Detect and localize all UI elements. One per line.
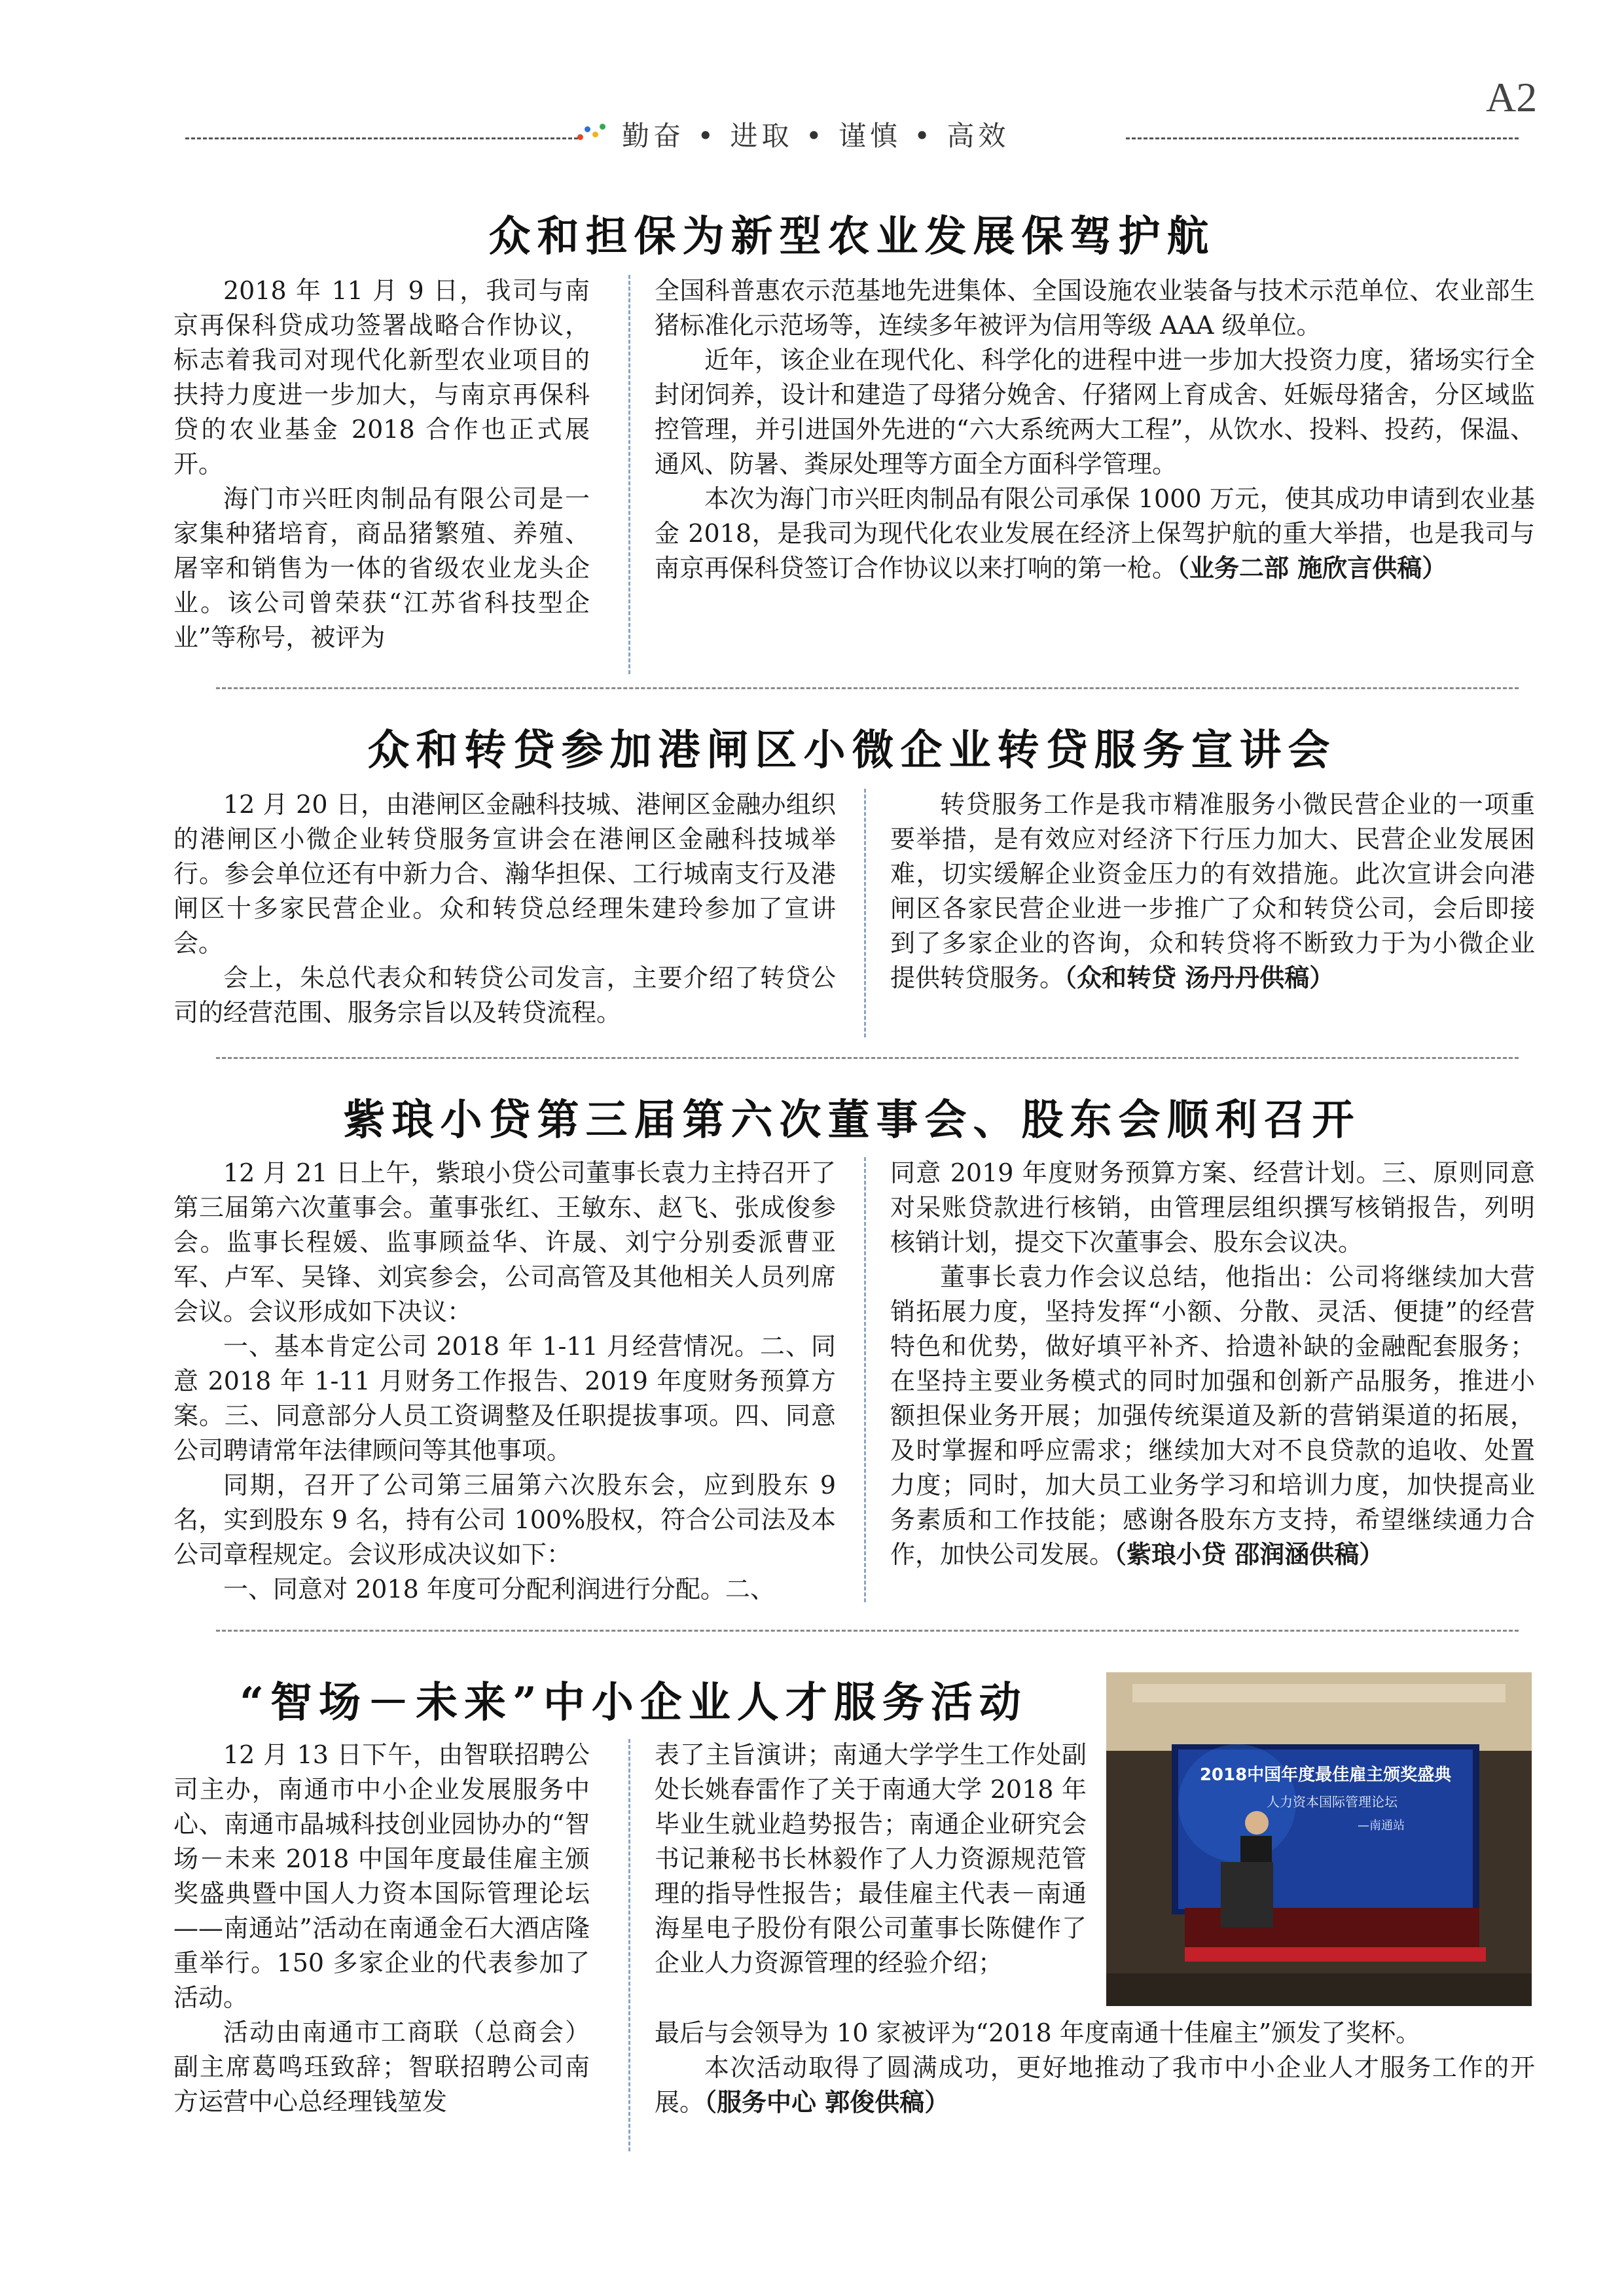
article3-title: 紫琅小贷第三届第六次董事会、股东会顺利召开 [343,1096,1361,1145]
company-logo-icon [576,121,607,147]
article3-left-column [173,1156,836,1607]
article4-title: “智场－未来”中小企业人才服务活动 [240,1678,1028,1727]
screen-line-1: 2018中国年度最佳雇主颁奖盛典 [1199,1765,1452,1785]
article1-title: 众和担保为新型农业发展保驾护航 [488,212,1216,261]
article1-source: （业务二部 施欣言供稿） [1177,554,1447,583]
header-motto: 勤奋 • 进取 • 谨慎 • 高效 [622,120,1010,152]
paragraph: 活动由南通市工商联（总商会）副主席葛鸣珏致辞；智联招聘公司南方运营中心总经理钱堃发 [173,2018,590,2116]
header-divider-right [1126,137,1519,139]
screen-line-2: 人力资本国际管理论坛 [1267,1794,1398,1810]
paragraph: 2018 年 11 月 9 日，我司与南京再保科贷成功签署战略合作协议，标志着我司对现代化新型农业项目的扶持力度进一步加大，与南京再保科贷的农业基金 2018 合作也正式展开。 [173,276,590,478]
paragraph: 本次活动取得了圆满成功，更好地推动了我市中小企业人才服务工作的开展。（服务中心 郭俊供稿） [655,2053,1535,2117]
paragraph: 一、基本肯定公司 2018 年 1-11 月经营情况。二、同意 2018 年 1-11 月财务工作报告、2019 年度财务预算方案。三、同意部分人员工资调整及任职提拔事项。四、同意公司聘请常年法律顾问等其他事项。 [173,1332,836,1465]
article4-source: （服务中心 郭俊供稿） [704,2088,950,2117]
article3-source: （紫琅小贷 邵润涵供稿） [1114,1540,1384,1569]
paragraph: 本次为海门市兴旺肉制品有限公司承保 1000 万元，使其成功申请到农业基金 2018，是我司为现代化农业发展在经济上保驾护航的重大举措，也是我司与南京再保科贷签订合作协议以来打响的第一枪。（业务二部 施欣言供稿） [655,484,1535,583]
event-photo [1106,1672,1532,2006]
paragraph: 海门市兴旺肉制品有限公司是一家集种猪培育，商品猪繁殖、养殖、屠宰和销售为一体的省级农业龙头企业。该公司曾荣获“江苏省科技型企业”等称号，被评为 [173,484,590,652]
paragraph: 一、同意对 2018 年度可分配利润进行分配。二、 [223,1575,775,1604]
paragraph: 转贷服务工作是我市精准服务小微民营企业的一项重要举措，是有效应对经济下行压力加大、民营企业发展困难，切实缓解企业资金压力的有效措施。此次宣讲会向港闸区各家民营企业进一步推广了众和转贷公司，会后即接到了多家企业的咨询，众和转贷将不断致力于为小微企业提供转贷服务。（众和转贷 汤丹丹供稿） [890,790,1535,992]
header-divider-left [185,137,578,139]
paragraph: 12 月 20 日，由港闸区金融科技城、港闸区金融办组织的港闸区小微企业转贷服务宣讲会在港闸区金融科技城举行。参会单位还有中新力合、瀚华担保、工行城南支行及港闸区十多家民营企业。众和转贷总经理朱建玲参加了宣讲会。 [173,790,836,958]
article2-right-column [890,787,1535,996]
event-photo-illustration [1106,1672,1532,2006]
paragraph: 最后与会领导为 10 家被评为“2018 年度南通十佳雇主”颁发了奖杯。 [655,2018,1421,2047]
article1-right-column [655,274,1535,586]
screen-line-3: —南通站 [1358,1819,1405,1833]
paragraph: 会上，朱总代表众和转贷公司发言，主要介绍了转贷公司的经营范围、服务宗旨以及转贷流程。 [173,963,836,1027]
paragraph: 近年，该企业在现代化、科学化的进程中进一步加大投资力度，猪场实行全封闭饲养，设计和建造了母猪分娩舍、仔猪网上育成舍、妊娠母猪舍，分区域监控管理，并引进国外先进的“六大系统两大工程”，从饮水、投料、投药，保温、通风、防暑、粪尿处理等方面全方面科学管理。 [655,346,1535,478]
article4-middle-column [655,1738,1087,1981]
section-divider [216,687,1519,689]
column-divider [864,1157,866,1602]
column-divider [864,789,866,1037]
column-divider [628,275,630,674]
article2-source: （众和转贷 汤丹丹供稿） [1064,963,1335,992]
article1-left-column [173,274,590,655]
paragraph: 同期，召开了公司第三届第六次股东会，应到股东 9 名，实到股东 9 名，持有公司 100%股权，符合公司法及本公司章程规定。会议形成决议如下： [173,1471,836,1569]
article4-left-column [173,1738,590,2119]
article3-right-column [890,1156,1535,1572]
article4-wide-column [655,2016,1535,2120]
header-motto-block [576,111,1146,157]
paragraph: 全国科普惠农示范基地先进集体、全国设施农业装备与技术示范单位、农业部生猪标准化示范场等，连续多年被评为信用等级 AAA 级单位。 [655,276,1535,340]
paragraph: 表了主旨演讲；南通大学学生工作处副处长姚春雷作了关于南通大学 2018 年毕业生就业趋势报告；南通企业研究会书记兼秘书长林毅作了人力资源规范管理的指导性报告；最佳雇主代表－南通海星电子股份有限公司董事长陈健作了企业人力资源管理的经验介绍； [655,1740,1087,1977]
paragraph: 同意 2019 年度财务预算方案、经营计划。三、原则同意对呆账贷款进行核销，由管理层组织撰写核销报告，列明核销计划，提交下次董事会、股东会议决。 [890,1158,1535,1257]
paragraph: 董事长袁力作会议总结，他指出：公司将继续加大营销拓展力度，坚持发挥“小额、分散、灵活、便捷”的经营特色和优势，做好填平补齐、拾遗补缺的金融配套服务；在坚持主要业务模式的同时加强和创新产品服务，推进小额担保业务开展；加强传统渠道及新的营销渠道的拓展，及时掌握和呼应需求；继续加大对不良贷款的追收、处置力度；同时，加大员工业务学习和培训力度，加快提高业务素质和工作技能；感谢各股东方支持，希望继续通力合作，加快公司发展。（紫琅小贷 邵润涵供稿） [890,1263,1535,1569]
article2-title: 众和转贷参加港闸区小微企业转贷服务宣讲会 [367,726,1337,775]
page-number: A2 [1486,74,1538,120]
paragraph: 12 月 21 日上午，紫琅小贷公司董事长袁力主持召开了第三届第六次董事会。董事张红、王敏东、赵飞、张成俊参会。监事长程媛、监事顾益华、许晟、刘宁分别委派曹亚军、卢军、吴锋、刘宾参会，公司高管及其他相关人员列席会议。会议形成如下决议： [173,1158,836,1326]
section-divider [216,1630,1519,1632]
article2-left-column [173,787,836,1030]
column-divider [628,1739,630,2151]
paragraph: 12 月 13 日下午，由智联招聘公司主办，南通市中小企业发展服务中心、南通市晶城科技创业园协办的“智场－未来 2018 中国年度最佳雇主颁奖盛典暨中国人力资本国际管理论坛——南通站”活动在南通金石大酒店隆重举行。150 多家企业的代表参加了活动。 [173,1740,590,2012]
section-divider [216,1057,1519,1059]
